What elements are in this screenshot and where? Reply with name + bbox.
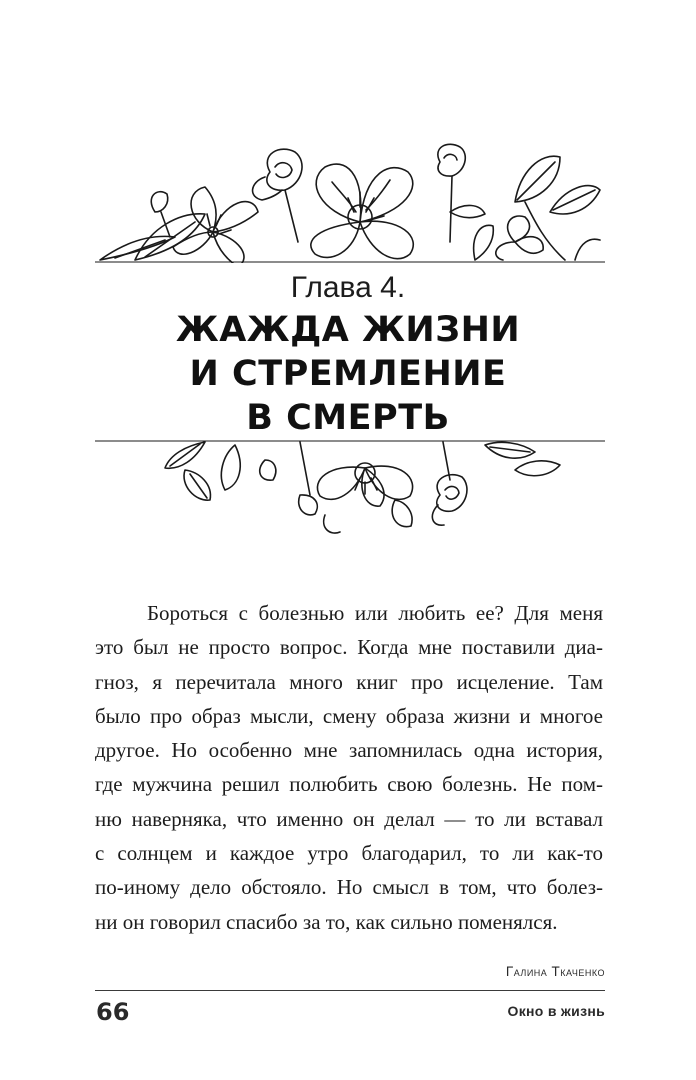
text-line: где мужчина решил полюбить свою болезнь. Не пом- — [95, 772, 603, 797]
chapter-title — [0, 308, 696, 440]
body-text — [95, 596, 603, 939]
chapter-title-line: И СТРЕМЛЕНИЕ — [189, 354, 507, 394]
text-line: ни он говорил спасибо за то, как сильно поменялся. — [95, 909, 558, 934]
text-line: ню наверняка, что именно он делал — то ли вставал — [95, 806, 603, 831]
text-line: Бороться с болезнью или любить ее? Для меня — [147, 601, 603, 625]
chapter-title-line: ЖАЖДА ЖИЗНИ — [175, 310, 521, 350]
text-line: с солнцем и каждое утро благодарил, то ли как-то — [95, 841, 603, 866]
text-line: другое. Но особенно мне запомнилась одна история, — [95, 738, 603, 763]
floral-decoration-bottom — [95, 440, 605, 540]
running-footer-book-title: Окно в жизнь — [507, 1003, 605, 1019]
text-line: было про образ мысли, смену образа жизни и многое — [95, 703, 603, 728]
chapter-title-line: В СМЕРТЬ — [246, 398, 450, 438]
footer-divider — [95, 990, 605, 991]
text-line: по-иному дело обстояло. Но смысл в том, что болез- — [95, 875, 603, 900]
page-number: 66 — [96, 998, 130, 1026]
running-header-author: Галина Ткаченко — [505, 964, 605, 979]
text-line: гноз, я перечитала много книг про исцеление. Там — [95, 669, 603, 694]
floral-decoration-top — [95, 142, 605, 263]
chapter-label: Глава 4. — [290, 271, 406, 304]
text-line: это был не просто вопрос. Когда мне поставили диа- — [95, 635, 603, 660]
